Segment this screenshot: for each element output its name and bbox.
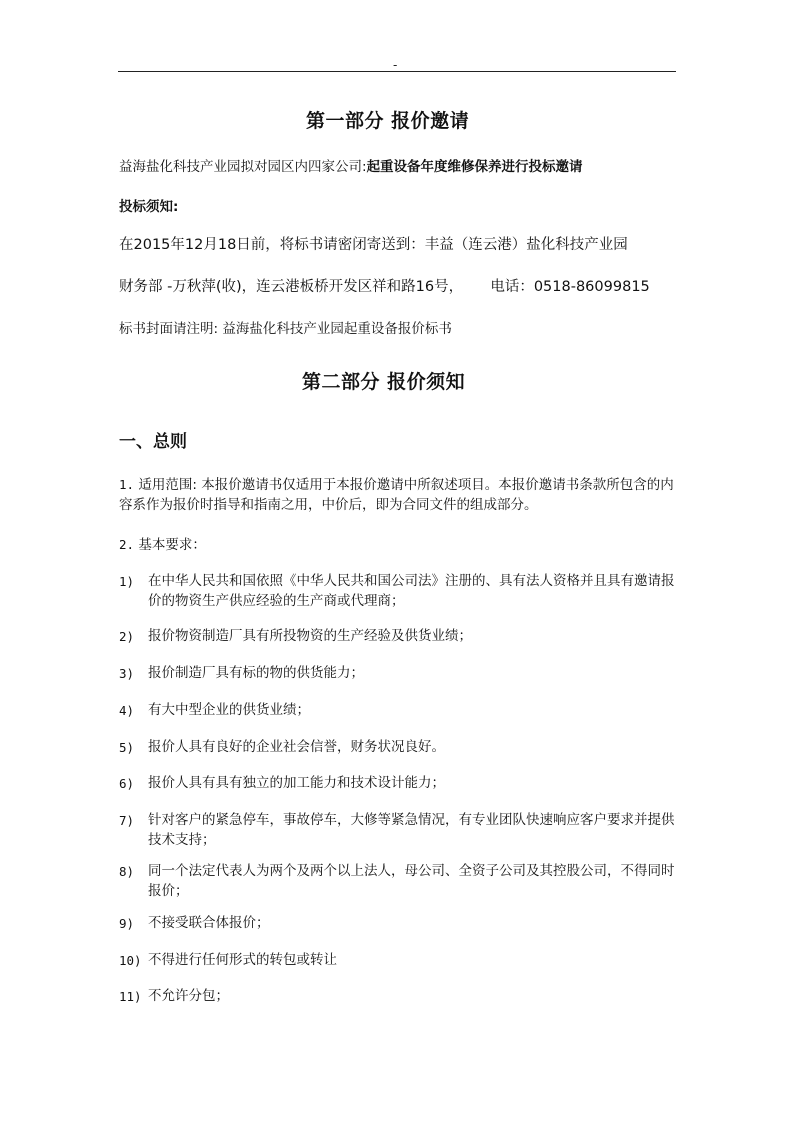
- notice-heading: 投标须知:: [119, 199, 179, 215]
- notice-line-2-address: 财务部 -万秋萍(收)，连云港板桥开发区祥和路16号，: [119, 279, 464, 295]
- item-text: 同一个法定代表人为两个及两个以上法人，母公司、全资子公司及其控股公司，不得同时报价；: [148, 863, 675, 899]
- basic-text: 基本要求：: [138, 537, 206, 553]
- item-text: 不得进行任何形式的转包或转让: [148, 952, 337, 968]
- item-number: 1): [119, 574, 135, 589]
- item-text: 针对客户的紧急停车，事故停车，大修等紧急情况，有专业团队快速响应客户要求并提供技术支持；: [148, 812, 675, 848]
- item-text: 报价物资制造厂具有所投物资的生产经验及供货业绩；: [148, 628, 472, 644]
- item-number: 8): [119, 864, 135, 879]
- item-number: 7): [119, 813, 135, 828]
- section1-title: 一、总则: [119, 432, 187, 452]
- item-text: 报价制造厂具有标的物的供货能力；: [148, 665, 364, 681]
- basic-requirements-line: [119, 535, 206, 555]
- notice-line-1: 在2015年12月18日前，将标书请密闭寄送到：丰益（连云港）盐化科技产业园: [119, 237, 628, 253]
- scope-text: 适用范围: 本报价邀请书仅适用于本报价邀请中所叙述项目。本报价邀请书条款所包含的内容系作为报价时指导和指南之用，中价后，即为合同文件的组成部分。: [119, 477, 674, 513]
- item-number: 3): [119, 666, 135, 681]
- notice-line-3: 标书封面请注明: 益海盐化科技产业园起重设备报价标书: [119, 321, 452, 337]
- item-number: 2): [119, 629, 135, 644]
- scope-number: 1.: [119, 477, 135, 492]
- part1-title: 第一部分 报价邀请: [306, 110, 470, 132]
- item-text: 有大中型企业的供货业绩；: [148, 702, 310, 718]
- item-number: 11): [119, 989, 142, 1004]
- intro-bold: 起重设备年度维修保养进行投标邀请: [366, 159, 583, 175]
- item-number: 6): [119, 776, 135, 791]
- notice-line-2: [119, 277, 650, 297]
- intro-line: [119, 157, 583, 177]
- item-text: 报价人具有良好的企业社会信誉，财务状况良好。: [148, 739, 445, 755]
- item-text: 报价人具有具有独立的加工能力和技术设计能力；: [148, 775, 445, 791]
- notice-line-2-phone: 电话：0518-86099815: [490, 279, 650, 295]
- intro-plain: 益海盐化科技产业园拟对园区内四家公司:: [119, 159, 367, 175]
- item-number: 9): [119, 916, 135, 931]
- item-text: 在中华人民共和国依照《中华人民共和国公司法》注册的、具有法人资格并且具有邀请报价的物资生产供应经验的生产商或代理商；: [148, 573, 675, 609]
- scope-paragraph: [119, 475, 677, 515]
- header-rule: [118, 71, 676, 72]
- item-text: 不接受联合体报价；: [148, 915, 270, 931]
- part2-title: 第二部分 报价须知: [302, 371, 466, 393]
- item-number: 10): [119, 953, 142, 968]
- item-number: 4): [119, 703, 135, 718]
- item-number: 5): [119, 740, 135, 755]
- item-text: 不允许分包；: [148, 988, 229, 1004]
- basic-number: 2.: [119, 537, 135, 552]
- header-mark: -_: [393, 58, 404, 72]
